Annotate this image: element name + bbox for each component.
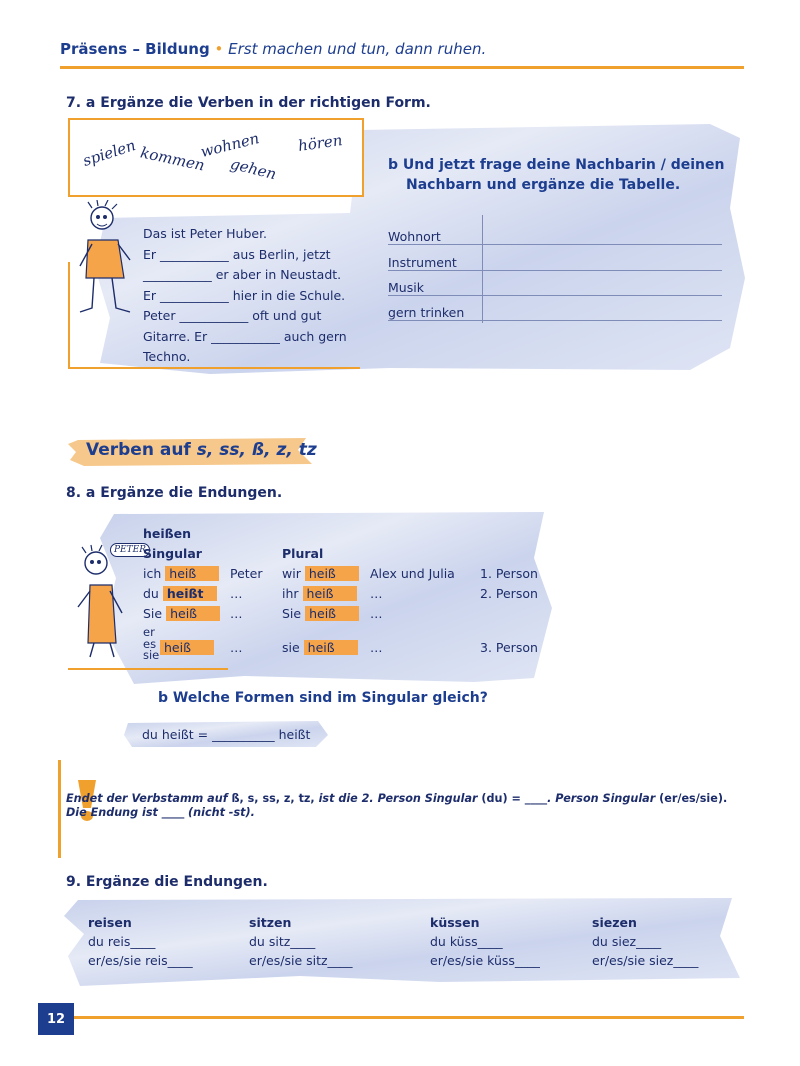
- ex9-column: küssen du küss____ er/es/sie küss____: [430, 915, 540, 968]
- person-label: 1. Person: [480, 566, 538, 581]
- page-header: [60, 40, 486, 58]
- table-row: sie heiß: [282, 640, 358, 655]
- ex7-bracket-left: [68, 262, 70, 368]
- rule-text: Endet der Verbstamm auf ß, s, ss, z, tz, ist die 2. Person Singular (du) = ____. Person Singular (er/es/sie). Die Endung ist ____ (nicht -st).: [66, 792, 728, 819]
- row-rest: …: [370, 606, 383, 621]
- ex7-line: Er ___________ hier in die Schule.: [143, 287, 346, 303]
- ending-field[interactable]: heiß: [303, 586, 357, 601]
- ex9-column: siezen du siez____ er/es/sie siez____: [592, 915, 699, 968]
- header-dot: •: [214, 40, 224, 58]
- table-row: gern trinken: [388, 305, 722, 321]
- row-rest: …: [370, 640, 383, 655]
- ending-field[interactable]: heißt: [163, 586, 217, 601]
- row-rest: …: [230, 606, 243, 621]
- ex9-title: 9. Ergänze die Endungen.: [66, 874, 268, 890]
- person-label: 2. Person: [480, 586, 538, 601]
- ex8-bracket-bottom: [68, 668, 228, 670]
- ex7-line: Peter ___________ oft und gut: [143, 308, 322, 323]
- ex7b-table: [388, 215, 722, 323]
- ex9-column: sitzen du sitz____ er/es/sie sitz____: [249, 915, 353, 968]
- ending-field[interactable]: heiß: [305, 606, 359, 621]
- peter-speech-bubble: PETER: [110, 543, 150, 557]
- word-box: [68, 118, 364, 197]
- word-gehen: gehen: [228, 154, 279, 184]
- table-row: Wohnort: [388, 229, 722, 245]
- ex8-singular-label: Singular: [143, 546, 202, 561]
- rule-bar: [58, 760, 61, 858]
- ex7-title: 7. a Ergänze die Verben in der richtigen Form.: [66, 95, 431, 111]
- table-row: Instrument: [388, 255, 722, 271]
- word-kommen: kommen: [138, 143, 207, 175]
- header-title: Präsens – Bildung: [60, 40, 210, 58]
- word-hoeren: hören: [296, 130, 344, 156]
- row-rest: …: [230, 640, 243, 655]
- ending-field[interactable]: heiß: [165, 566, 219, 581]
- table-row: Musik: [388, 280, 722, 296]
- ex7-line: ___________ er aber in Neustadt.: [143, 267, 342, 282]
- ex7b-title: b Und jetzt frage deine Nachbarin / deinen Nachbarn und ergänze die Tabelle.: [388, 157, 725, 193]
- ex8-plural-label: Plural: [282, 546, 324, 561]
- table-row: du heißt: [143, 586, 217, 601]
- row-rest: …: [230, 586, 243, 601]
- table-row: ihr heiß: [282, 586, 357, 601]
- ex8-title: 8. a Ergänze die Endungen.: [66, 485, 283, 501]
- page-number: 12: [38, 1003, 74, 1035]
- ex8b-answer: du heißt = __________ heißt: [142, 727, 311, 742]
- table-row: Sie heiß: [282, 606, 359, 621]
- word-wohnen: wohnen: [198, 129, 262, 161]
- footer-rule: [74, 1016, 744, 1019]
- header-rule: [60, 66, 744, 69]
- ex7-line: Er ___________ aus Berlin, jetzt: [143, 246, 331, 262]
- row-rest: Alex und Julia: [370, 566, 455, 581]
- ex7-line: Das ist Peter Huber.: [143, 226, 268, 241]
- ex9-column: reisen du reis____ er/es/sie reis____: [88, 915, 193, 968]
- ex8-verb: heißen: [143, 526, 192, 541]
- ending-field[interactable]: heiß: [166, 606, 220, 621]
- ex7-text: [143, 224, 347, 368]
- ending-field[interactable]: heiß: [160, 640, 214, 655]
- table-row: wir heiß: [282, 566, 359, 581]
- row-rest: …: [370, 586, 383, 601]
- table-row: [160, 640, 214, 655]
- section-title: Verben auf s, ss, ß, z, tz: [86, 440, 317, 460]
- ex7-line: Gitarre. Er ___________ auch gern: [143, 328, 347, 344]
- ex7-line: Techno.: [143, 349, 191, 364]
- header-subtitle: Erst machen und tun, dann ruhen.: [228, 40, 487, 58]
- ex8b-title: b Welche Formen sind im Singular gleich?: [158, 690, 488, 706]
- word-spielen: spielen: [80, 136, 138, 170]
- row-rest: Peter: [230, 566, 263, 581]
- peter-figure-icon: [72, 543, 136, 661]
- ending-field[interactable]: heiß: [304, 640, 358, 655]
- ex8-pron-stack: er es sie: [143, 625, 160, 662]
- table-row: ich heiß: [143, 566, 219, 581]
- table-row: Sie heiß: [143, 606, 220, 621]
- peter-figure-icon: [72, 200, 136, 318]
- ending-field[interactable]: heiß: [305, 566, 359, 581]
- person-label: 3. Person: [480, 640, 538, 655]
